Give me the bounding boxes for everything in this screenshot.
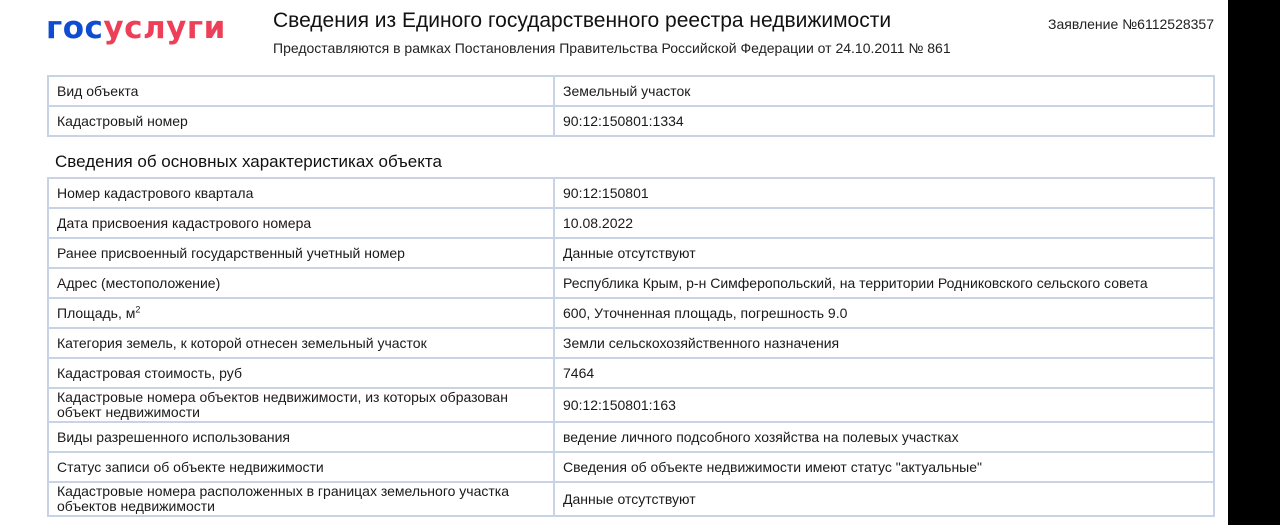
row-label: Статус записи об объекте недвижимости: [48, 452, 554, 482]
row-value: Данные отсутствуют: [554, 482, 1214, 516]
row-label: Кадастровые номера объектов недвижимости, из которых образован объект недвижимости: [48, 388, 554, 422]
table-row: [48, 482, 1214, 516]
row-value: 10.08.2022: [554, 208, 1214, 238]
table-row: [48, 388, 1214, 422]
row-label: Кадастровые номера расположенных в границах земельного участка объектов недвижимости: [48, 482, 554, 516]
row-value: Земли сельскохозяйственного назначения: [554, 328, 1214, 358]
row-value: 90:12:150801: [554, 178, 1214, 208]
row-value: Данные отсутствуют: [554, 238, 1214, 268]
page-title: Сведения из Единого государственного реестра недвижимости: [273, 9, 892, 32]
row-value: Республика Крым, р-н Симферопольский, на территории Родниковского сельского совета: [554, 268, 1214, 298]
row-label: Кадастровый номер: [48, 106, 554, 136]
table-row: [48, 298, 1214, 328]
section-title: Сведения об основных характеристиках объекта: [55, 152, 442, 171]
page-subtitle: Предоставляются в рамках Постановления Правительства Российской Федерации от 24.10.2011 № 861: [273, 40, 951, 56]
row-value: 7464: [554, 358, 1214, 388]
row-value: 600, Уточненная площадь, погрешность 9.0: [554, 298, 1214, 328]
row-value: Сведения об объекте недвижимости имеют статус "актуальные": [554, 452, 1214, 482]
area-unit-superscript: 2: [135, 303, 141, 314]
gosuslugi-logo[interactable]: [46, 10, 226, 46]
row-value: ведение личного подсобного хозяйства на полевых участках: [554, 422, 1214, 452]
row-value: Земельный участок: [554, 76, 1214, 106]
row-label: Категория земель, к которой отнесен земельный участок: [48, 328, 554, 358]
table-row: [48, 208, 1214, 238]
row-label: Дата присвоения кадастрового номера: [48, 208, 554, 238]
table-row: [48, 452, 1214, 482]
row-value: 90:12:150801:163: [554, 388, 1214, 422]
application-number: Заявление №6112528357: [1048, 16, 1214, 32]
row-label: Кадастровая стоимость, руб: [48, 358, 554, 388]
row-label: Номер кадастрового квартала: [48, 178, 554, 208]
table-row: [48, 178, 1214, 208]
row-label: Виды разрешенного использования: [48, 422, 554, 452]
logo-part-uslugi: услуги: [103, 10, 226, 46]
table-row: [48, 422, 1214, 452]
row-value: 90:12:150801:1334: [554, 106, 1214, 136]
row-label-area: [48, 298, 554, 328]
table-row: [48, 358, 1214, 388]
row-label: Адрес (местоположение): [48, 268, 554, 298]
table-row: [48, 328, 1214, 358]
characteristics-table: [47, 177, 1215, 517]
table-row: [48, 76, 1214, 106]
logo-part-gos: гос: [46, 10, 104, 46]
object-table: [47, 75, 1215, 137]
row-label: Ранее присвоенный государственный учетный номер: [48, 238, 554, 268]
area-label: Площадь, м: [57, 304, 136, 321]
row-label: Вид объекта: [48, 76, 554, 106]
table-row: [48, 238, 1214, 268]
table-row: [48, 268, 1214, 298]
table-row: [48, 106, 1214, 136]
